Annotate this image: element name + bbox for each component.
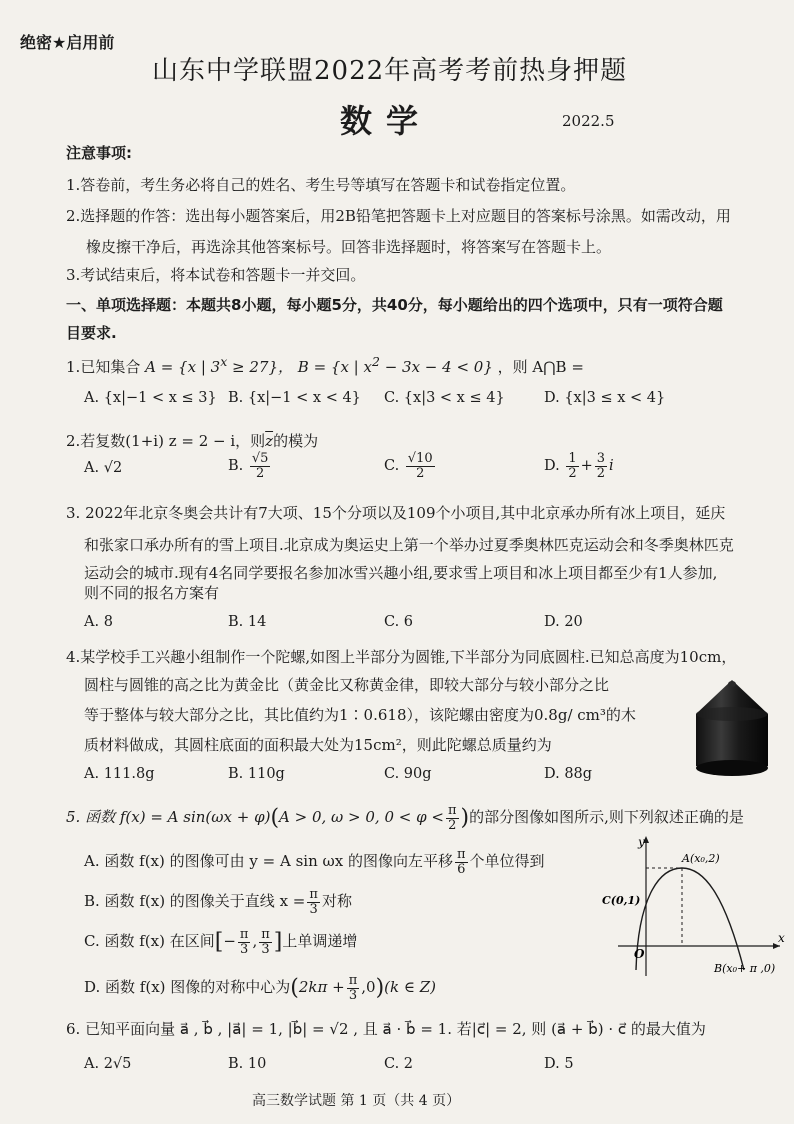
separator: , xyxy=(252,932,258,951)
q6-option-a: A. 2√5 xyxy=(84,1056,132,1072)
set-a-end: ≥ 27}， xyxy=(227,358,293,376)
fraction xyxy=(566,452,578,480)
q5-option-c xyxy=(84,928,357,956)
point-a-label: A(x₀,2) xyxy=(682,852,720,865)
numerator: √5 xyxy=(251,451,269,466)
numerator: π xyxy=(309,887,318,902)
numerator: √10 xyxy=(407,451,433,466)
option-value: √2 xyxy=(103,460,123,476)
numerator: 1 xyxy=(568,451,577,466)
numerator: π xyxy=(261,927,270,942)
notice-item-3: 3.考试结束后，将本试卷和答题卡一并交回。 xyxy=(66,266,366,284)
q1-option-a: A. {x|−1 < x ≤ 3} xyxy=(84,390,217,406)
paren-right: ) xyxy=(375,975,385,1001)
q5-condition: A > 0, ω > 0, 0 < φ < xyxy=(279,808,444,827)
denominator: 2 xyxy=(256,465,265,481)
exam-date: 2022.5 xyxy=(562,112,615,130)
option-label: C. xyxy=(384,458,400,475)
center-expr: 2kπ + xyxy=(298,978,345,997)
k-condition: (k ∈ Z) xyxy=(384,978,437,997)
q2-option-a xyxy=(84,460,122,476)
numerator: 3 xyxy=(596,451,606,466)
q3-option-d: D. 20 xyxy=(544,614,583,630)
q4-line-3: 等于整体与较大部分之比，其比值约为1∶0.618），该陀螺由密度为0.8g/ cm³的木 xyxy=(84,706,636,724)
notice-item-1: 1.答卷前，考生务必将自己的姓名、考生号等填写在答题卡和试卷指定位置。 xyxy=(66,176,576,194)
denominator: 3 xyxy=(240,941,249,957)
denominator: 2 xyxy=(448,817,457,833)
question-2-stem xyxy=(66,430,318,451)
fraction xyxy=(259,928,272,956)
option-text-end: 上单调递增 xyxy=(282,932,358,951)
notice-heading: 注意事项: xyxy=(66,144,132,162)
bracket-left: [ xyxy=(214,929,224,955)
paren-right: ) xyxy=(460,805,470,831)
q3-line-3: 运动会的城市.现有4名同学要报名参加冰雪兴趣小组,要求雪上项目和冰上项目都至少有1人参加, xyxy=(84,564,718,582)
q5-option-a xyxy=(84,848,545,876)
set-b-exp: 2 xyxy=(371,354,380,369)
fraction xyxy=(455,848,468,876)
q2-option-d xyxy=(544,452,614,480)
q2-option-c xyxy=(384,452,437,480)
minus-sign: − xyxy=(223,932,236,951)
spinning-top-photo xyxy=(686,676,778,784)
fraction xyxy=(446,804,459,832)
denominator: 2 xyxy=(596,465,606,481)
set-b-text: B = {x | x xyxy=(297,358,372,376)
q3-line-1: 3. 2022年北京冬奥会共计有7大项、15个分项以及109个小项目,其中北京承办所有冰上项目，延庆 xyxy=(66,504,726,522)
question-number: 1. xyxy=(66,358,81,376)
q4-option-a: A. 111.8g xyxy=(84,766,155,782)
q4-line-2: 圆柱与圆锥的高之比为黄金比（黄金比又称黄金律，即较大部分与较小部分之比 xyxy=(84,676,610,694)
y-axis-label: y xyxy=(638,835,645,849)
option-text: D. 函数 f(x) 图像的对称中心为 xyxy=(84,978,291,997)
x-axis-label: x xyxy=(778,931,785,945)
section-heading-cont: 目要求. xyxy=(66,324,117,342)
set-b-end: − 3x − 4 < 0} xyxy=(379,358,493,376)
option-text: A. 函数 f(x) 的图像可由 y = A sin ωx 的图像向左平移 xyxy=(84,852,453,871)
q6-option-b: B. 10 xyxy=(228,1056,267,1072)
q3-line-2: 和张家口承办所有的雪上项目.北京成为奥运史上第一个举办过夏季奥林匹克运动会和冬季奥林匹克 xyxy=(84,536,734,554)
q4-option-b: B. 110g xyxy=(228,766,285,782)
subject-title: 数学 xyxy=(340,102,433,140)
plus-sign: + xyxy=(580,458,593,475)
q3-option-a: A. 8 xyxy=(84,614,113,630)
denominator: 3 xyxy=(261,941,270,957)
q1-option-d: D. {x|3 ≤ x < 4} xyxy=(544,390,666,406)
q3-line-4: 则不同的报名方案有 xyxy=(84,584,220,602)
option-text-end: 个单位得到 xyxy=(469,852,545,871)
option-text-end: 对称 xyxy=(321,892,352,911)
set-b xyxy=(297,354,493,376)
denominator: 2 xyxy=(416,465,425,481)
q4-line-4: 质材料做成，其圆柱底面的面积最大处为15cm²，则此陀螺总质量约为 xyxy=(84,736,552,754)
option-label: B. xyxy=(228,458,244,475)
imaginary-unit: i xyxy=(609,458,614,475)
set-a xyxy=(145,354,293,376)
numerator: π xyxy=(447,803,457,818)
paren-left: ( xyxy=(290,975,299,1001)
paren-left: ( xyxy=(270,805,280,831)
question-1-stem xyxy=(66,354,584,377)
denominator: 3 xyxy=(309,901,318,917)
notice-item-2: 2.选择题的作答：选出每小题答案后，用2B铅笔把答题卡上对应题目的答案标号涂黑。如需改动，用 xyxy=(66,207,731,225)
bracket-right: ] xyxy=(273,929,283,955)
denominator: 3 xyxy=(348,987,358,1003)
fraction xyxy=(595,452,607,480)
point-c-label: C(0,1) xyxy=(602,894,641,907)
q5-function: 5. 函数 f(x) = A sin(ωx + φ) xyxy=(66,808,271,827)
q1-option-c: C. {x|3 < x ≤ 4} xyxy=(384,390,505,406)
center-expr-end: ,0 xyxy=(361,978,376,997)
q6-option-c: C. 2 xyxy=(384,1056,414,1072)
notice-item-2-cont: 橡皮擦干净后，再选涂其他答案标号。回答非选择题时，将答案写在答题卡上。 xyxy=(86,238,612,256)
fraction xyxy=(406,452,435,480)
q5-sine-graph xyxy=(598,830,788,980)
confidential-label: 绝密★启用前 xyxy=(20,33,115,52)
denominator: 2 xyxy=(568,465,577,481)
section-heading: 一、单项选择题：本题共8小题，每小题5分，共40分，每小题给出的四个选项中，只有一项符合题 xyxy=(66,296,723,314)
fraction xyxy=(347,974,360,1002)
point-b-label: B(x₀+ π ,0) xyxy=(714,962,776,975)
z-conjugate: $\overline{z}$ xyxy=(265,432,274,450)
numerator: π xyxy=(456,847,466,862)
q1-stem-end: ，则 A⋂B = xyxy=(497,358,584,376)
set-a-text: A = {x | 3 xyxy=(145,358,221,376)
denominator: 6 xyxy=(457,861,466,877)
fraction xyxy=(250,452,271,480)
q2-stem-end: 的模为 xyxy=(273,432,319,450)
q4-option-c: C. 90g xyxy=(384,766,432,782)
q5-stem-end: 的部分图像如图所示,则下列叙述正确的是 xyxy=(469,808,744,827)
q2-text: 2.若复数(1+i) z = 2 − i，则 xyxy=(66,432,266,450)
q5-option-d xyxy=(84,974,436,1002)
set-a-exp: x xyxy=(220,354,228,369)
q6-option-d: D. 5 xyxy=(544,1056,574,1072)
option-text: B. 函数 f(x) 的图像关于直线 x = xyxy=(84,892,306,911)
exam-title: 山东中学联盟2022年高考考前热身押题 xyxy=(152,56,628,86)
fraction xyxy=(238,928,251,956)
fraction xyxy=(307,888,320,916)
option-label: D. xyxy=(544,458,560,475)
q1-option-b: B. {x|−1 < x < 4} xyxy=(228,390,361,406)
option-label: A. xyxy=(84,460,100,476)
question-5-stem xyxy=(66,804,744,832)
origin-label: O xyxy=(634,947,645,961)
q3-option-c: C. 6 xyxy=(384,614,414,630)
q4-option-d: D. 88g xyxy=(544,766,593,782)
sine-curve xyxy=(636,868,744,970)
q3-option-b: B. 14 xyxy=(228,614,267,630)
question-6-stem: 6. 已知平面向量 a⃗ , b⃗ , |a⃗| = 1, |b⃗| = √2 , 且 a⃗ · b⃗ = 1. 若|c⃗| = 2, 则 (a⃗ + b⃗) · c⃗ 的最大值为 xyxy=(66,1020,706,1038)
page-footer: 高三数学试题 第 1 页（共 4 页） xyxy=(252,1093,461,1109)
q4-line-1: 4.某学校手工兴趣小组制作一个陀螺,如图上半部分为圆锥,下半部分为同底圆柱.已知总高度为10cm， xyxy=(66,648,737,666)
option-text: C. 函数 f(x) 在区间 xyxy=(84,932,215,951)
numerator: π xyxy=(239,927,249,942)
q5-option-b xyxy=(84,888,352,916)
numerator: π xyxy=(348,973,358,988)
q1-text: 已知集合 xyxy=(80,358,141,376)
q2-option-b xyxy=(228,452,272,480)
